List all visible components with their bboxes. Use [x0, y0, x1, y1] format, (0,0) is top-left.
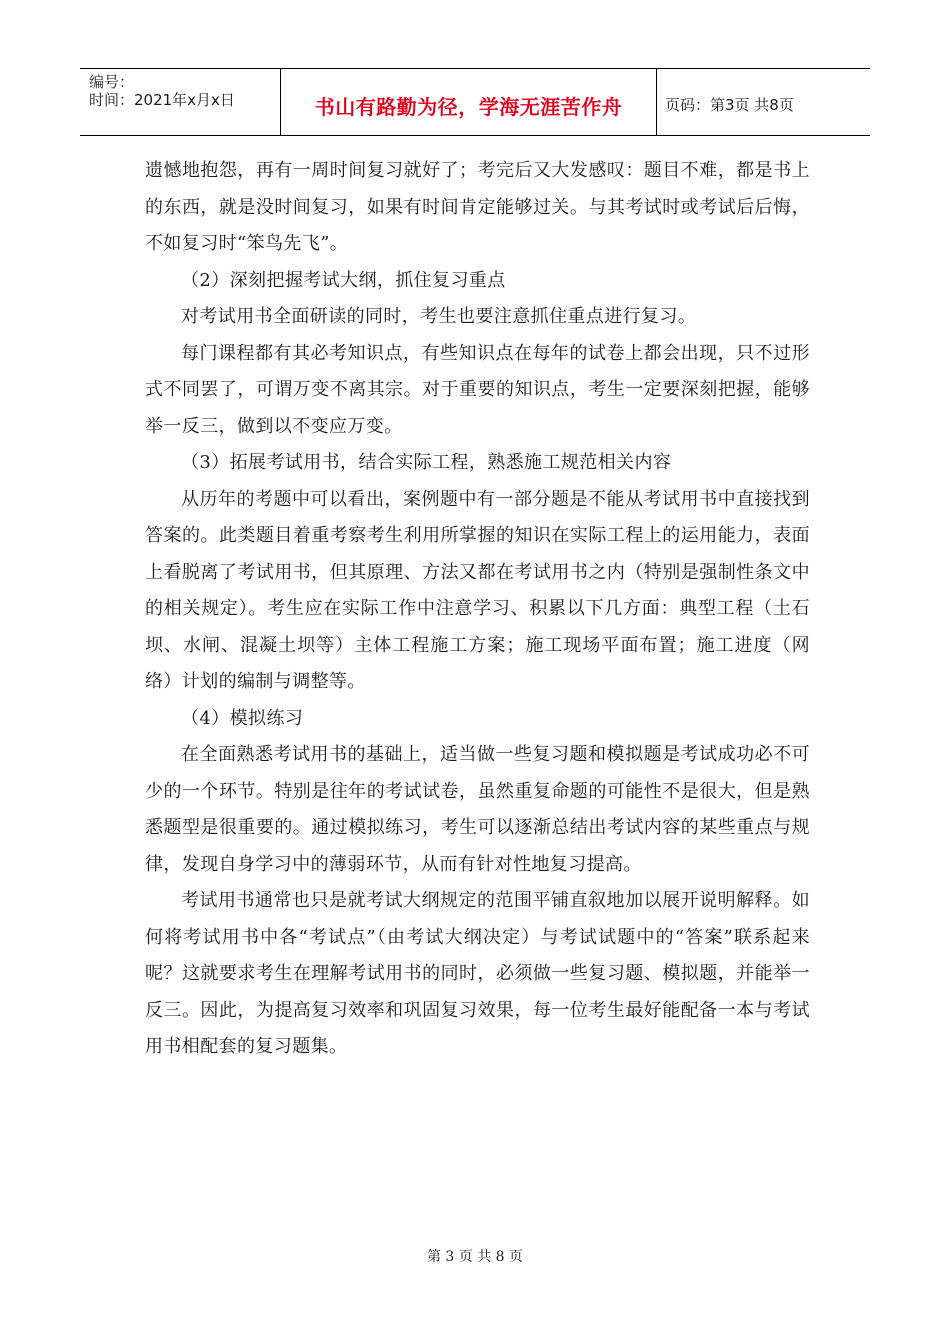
paragraph: 考试用书通常也只是就考试大纲规定的范围平铺直叙地加以展开说明解释。如何将考试用书中各“考试点”（由考试大纲决定）与考试试题中的“答案”联系起来呢？这就要求考生在理解考试用书的同时，必须做一些复习题、模拟题，并能举一反三。因此，为提高复习效率和巩固复习效果，每一位考生最好能配备一本与考试用书相配套的复习题集。 [145, 890, 810, 1057]
paragraph: 在全面熟悉考试用书的基础上，适当做一些复习题和模拟题是考试成功必不可少的一个环节。特别是往年的考试试卷，虽然重复命题的可能性不是很大，但是熟悉题型是很重要的。通过模拟练习，考生可以逐渐总结出考试内容的某些重点与规律，发现自身学习中的薄弱环节，从而有针对性地复习提高。 [145, 744, 810, 875]
header-motto-cell [281, 69, 657, 135]
paragraph: 对考试用书全面研读的同时，考生也要注意抓住重点进行复习。 [181, 306, 697, 327]
document-header [80, 68, 870, 136]
document-body [145, 153, 810, 1066]
page-footer [0, 1246, 950, 1266]
paragraph: 从历年的考题中可以看出，案例题中有一部分题是不能从考试用书中直接找到答案的。此类题目着重考察考生利用所掌握的知识在实际工程上的运用能力，表面上看脱离了考试用书，但其原理、方法又都在考试用书之内（特别是强制性条文中的相关规定）。考生应在实际工作中注意学习、积累以下几方面：典型工程（土石坝、水闸、混凝土坝等）主体工程施工方案；施工现场平面布置；施工进度（网络）计划的编制与调整等。 [145, 488, 810, 692]
section-heading: （3）拓展考试用书，结合实际工程，熟悉施工规范相关内容 [181, 452, 672, 473]
header-page-label: 页码：第3页 共8页 [665, 96, 794, 114]
document-number-label: 编号： [89, 73, 135, 91]
section-heading: （2）深刻把握考试大纲，抓住复习重点 [181, 269, 506, 291]
paragraph: 每门课程都有其必考知识点，有些知识点在每年的试卷上都会出现，只不过形式不同罢了，可谓万变不离其宗。对于重要的知识点，考生一定要深刻把握，能够举一反三，做到以不变应万变。 [145, 342, 810, 437]
document-date-label: 时间：2021年x月x日 [89, 91, 235, 109]
footer-page-number: 第 3 页 共 8 页 [426, 1249, 524, 1265]
header-page-cell [657, 69, 870, 135]
header-motto: 书山有路勤为径，学海无涯苦作舟 [314, 94, 623, 119]
header-info-cell [80, 69, 281, 135]
paragraph: 遗憾地抱怨，再有一周时间复习就好了；考完后又大发感叹：题目不难，都是书上的东西，就是没时间复习，如果有时间肯定能够过关。与其考试时或考试后后悔，不如复习时“笨鸟先飞”。 [145, 160, 810, 254]
section-heading: （4）模拟练习 [181, 707, 304, 729]
